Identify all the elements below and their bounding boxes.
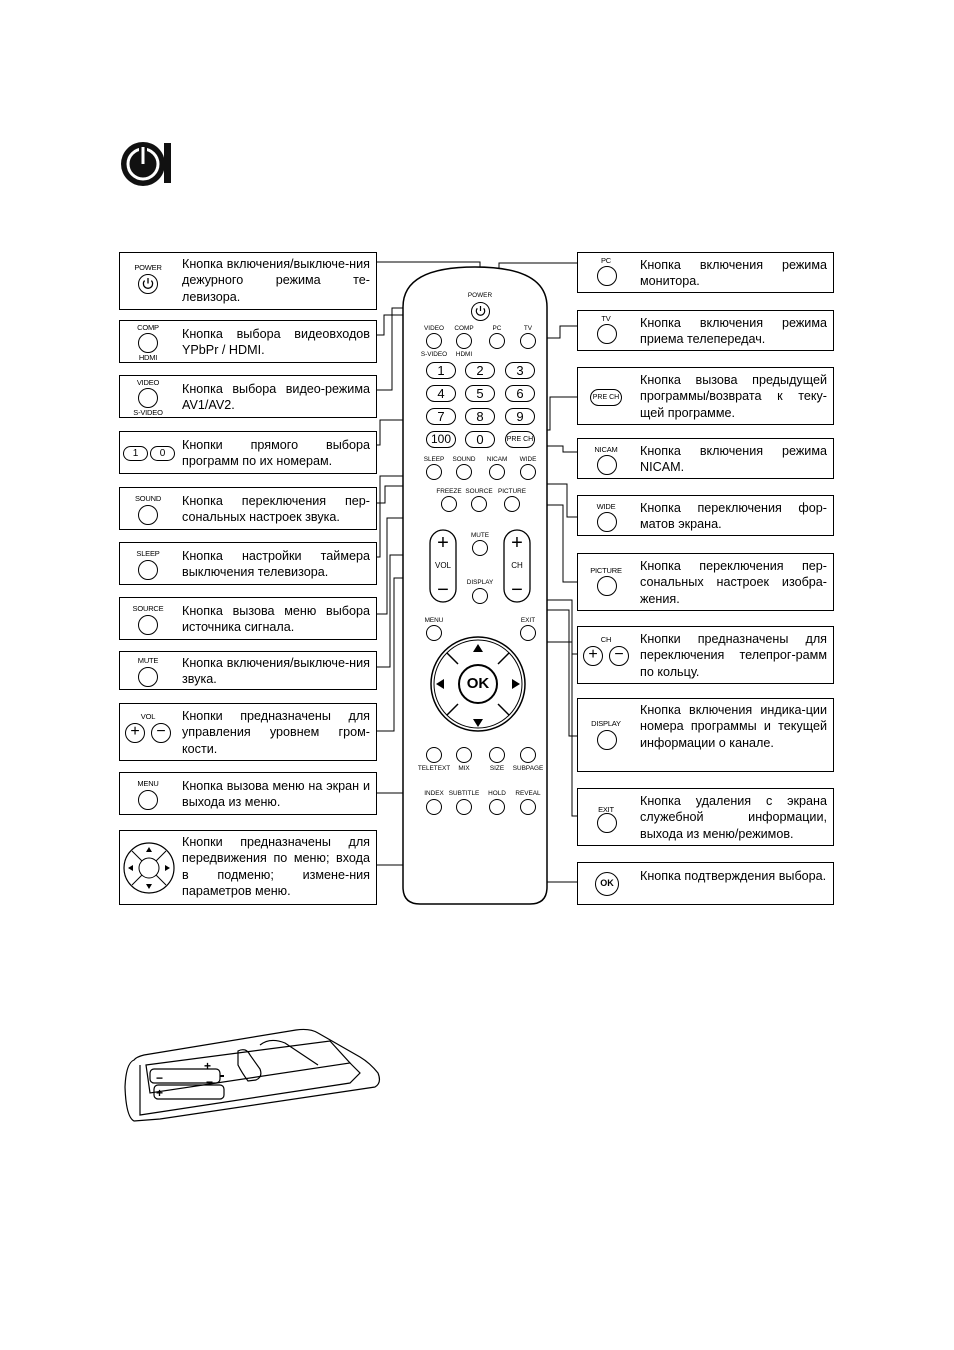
hold-button[interactable] [489, 799, 505, 815]
digit-6-button[interactable]: 6 [505, 385, 535, 402]
label-video: VIDEO S-VIDEO Кнопка выбора видео-режима AV1/AV2. [119, 375, 377, 418]
remote-comp-label: COMP [454, 325, 474, 332]
reveal-label: REVEAL [515, 790, 541, 797]
remote-tv-button[interactable] [520, 333, 536, 349]
remote-sound-button[interactable] [456, 464, 472, 480]
label-source: SOURCE Кнопка вызова меню выбора источника сигнала. [119, 597, 377, 640]
wide-key-icon: WIDE [578, 496, 634, 535]
label-exit: EXIT Кнопка удаления с экрана служебной информации, выхода из меню/режимов. [577, 788, 834, 846]
digit-7-button[interactable]: 7 [426, 408, 456, 425]
power-icon [472, 303, 489, 320]
mix-button[interactable] [456, 747, 472, 763]
menu-key-icon: MENU [120, 773, 176, 814]
remote-wide-button[interactable] [520, 464, 536, 480]
remote-nicam-label: NICAM [486, 456, 508, 463]
label-ch: CH + − Кнопки предназначены для переключения телепрог-рамм по кольцу. [577, 626, 834, 684]
digit-2-button[interactable]: 2 [465, 362, 495, 379]
remote-exit-button[interactable] [520, 625, 536, 641]
remote-display-button[interactable] [472, 588, 488, 604]
power-icon [139, 275, 157, 293]
index-button[interactable] [426, 799, 442, 815]
label-comp: COMP HDMI Кнопка выбора видеовходов YPbPr / HDMI. [119, 320, 377, 363]
vol-plus-button[interactable]: + [437, 532, 449, 554]
remote-svideo-label: S-VIDEO [420, 351, 448, 358]
battery-plus-top: + [204, 1059, 212, 1073]
subtitle-label: SUBTITLE [448, 790, 480, 797]
remote-nicam-button[interactable] [489, 464, 505, 480]
label-prech: PRE CH Кнопка вызова предыдущей программы/возврата к теку-щей программе. [577, 367, 834, 425]
digit-1-button[interactable]: 1 [426, 362, 456, 379]
remote-picture-label: PICTURE [497, 488, 527, 495]
subpage-label: SUBPAGE [512, 765, 544, 772]
remote-menu-label: MENU [424, 617, 444, 624]
battery-minus-top: − [156, 1071, 164, 1085]
vol-minus-button[interactable]: − [437, 579, 449, 601]
size-label: SIZE [489, 765, 505, 772]
subtitle-button[interactable] [456, 799, 472, 815]
pc-key-icon: PC [578, 253, 634, 292]
ok-key-icon: OK [578, 863, 634, 904]
ch-minus-button[interactable]: − [511, 579, 523, 601]
remote-picture-button[interactable] [504, 496, 520, 512]
remote-sound-label: SOUND [452, 456, 476, 463]
remote-freeze-label: FREEZE [436, 488, 462, 495]
remote-source-label: SOURCE [465, 488, 493, 495]
remote-display-label: DISPLAY [466, 579, 494, 586]
prech-button[interactable]: PRE CH [505, 431, 535, 448]
label-arrows: Кнопки предназначены для передвижения по меню; входа в подменю; измене-ния параметров меню. [119, 830, 377, 905]
remote-pc-button[interactable] [489, 333, 505, 349]
label-digits: 1 0 Кнопки прямого выбора программ по их номерам. [119, 431, 377, 474]
display-key-icon: DISPLAY [578, 699, 634, 771]
remote-hdmi-label: HDMI [455, 351, 473, 358]
battery-minus-bottom: − [206, 1075, 214, 1089]
picture-key-icon: PICTURE [578, 554, 634, 610]
battery-compartment-illustration [120, 1025, 382, 1125]
remote-exit-label: EXIT [520, 617, 536, 624]
remote-video-label: VIDEO [424, 325, 444, 332]
digit-0-button[interactable]: 0 [465, 431, 495, 448]
label-sound: SOUND Кнопка переключения пер-сональных настроек звука. [119, 487, 377, 530]
source-key-icon: SOURCE [120, 598, 176, 639]
power-key-icon: POWER [120, 253, 176, 309]
video-key-icon: VIDEO S-VIDEO [133, 378, 163, 417]
exit-key-icon: EXIT [578, 789, 634, 845]
label-picture: PICTURE Кнопка переключения пер-сональных настроек изобра-жения. [577, 553, 834, 611]
remote-ok-button[interactable]: OK [466, 675, 490, 692]
vol-label: VOL [434, 561, 451, 570]
remote-freeze-button[interactable] [441, 496, 457, 512]
teletext-button[interactable] [426, 747, 442, 763]
sound-key-icon: SOUND [120, 488, 176, 529]
digit-100-button[interactable]: 100 [426, 431, 456, 448]
label-ok: OK Кнопка подтверждения выбора. [577, 862, 834, 905]
label-wide: WIDE Кнопка переключения фор-матов экрана. [577, 495, 834, 536]
digit-9-button[interactable]: 9 [505, 408, 535, 425]
remote-wide-label: WIDE [519, 456, 537, 463]
label-vol: VOL + − Кнопки предназначены для управления уровнем гром-кости. [119, 703, 377, 761]
remote-mute-button[interactable] [472, 540, 488, 556]
label-power: POWER Кнопка включения/выключе-ния дежурного режима те-левизора. [119, 252, 377, 310]
subpage-button[interactable] [520, 747, 536, 763]
remote-power-label: POWER [467, 292, 493, 299]
sleep-key-icon: SLEEP [120, 543, 176, 584]
digit-8-button[interactable]: 8 [465, 408, 495, 425]
mix-label: MIX [458, 765, 470, 772]
dpad-icon [120, 831, 176, 904]
digit-4-button[interactable]: 4 [426, 385, 456, 402]
label-display: DISPLAY Кнопка включения индика-ции номера программы и текущей информации о канале. [577, 698, 834, 772]
label-sleep: SLEEP Кнопка настройки таймера выключения телевизора. [119, 542, 377, 585]
vol-keys-icon: VOL + − [120, 704, 176, 760]
remote-tv-label: TV [523, 325, 533, 332]
ch-keys-icon: CH + − [578, 627, 634, 683]
hold-label: HOLD [488, 790, 506, 797]
remote-mute-label: MUTE [470, 532, 490, 539]
remote-source-button[interactable] [471, 496, 487, 512]
remote-menu-button[interactable] [426, 625, 442, 641]
tv-key-icon: TV [578, 311, 634, 350]
label-menu: MENU Кнопка вызова меню на экран и выхода из меню. [119, 772, 377, 815]
ch-label: CH [511, 561, 523, 570]
digit-5-button[interactable]: 5 [465, 385, 495, 402]
digit-3-button[interactable]: 3 [505, 362, 535, 379]
label-mute: MUTE Кнопка включения/выключе-ния звука. [119, 651, 377, 690]
digit-keys-icon: 1 0 [120, 432, 176, 473]
index-label: INDEX [424, 790, 444, 797]
size-button[interactable] [489, 747, 505, 763]
reveal-button[interactable] [520, 799, 536, 815]
remote-comp-button[interactable] [456, 333, 472, 349]
ch-plus-button[interactable]: + [511, 532, 523, 554]
label-pc: PC Кнопка включения режима монитора. [577, 252, 834, 293]
nicam-key-icon: NICAM [578, 439, 634, 478]
prech-key-icon: PRE CH [578, 368, 634, 424]
battery-plus-bottom: + [156, 1086, 164, 1100]
label-tv: TV Кнопка включения режима приема телепередач. [577, 310, 834, 351]
remote-video-button[interactable] [426, 333, 442, 349]
label-nicam: NICAM Кнопка включения режима NICAM. [577, 438, 834, 479]
remote-pc-label: PC [492, 325, 502, 332]
teletext-label: TELETEXT [417, 765, 451, 772]
comp-key-icon: COMP HDMI [137, 323, 159, 362]
remote-sleep-label: SLEEP [423, 456, 445, 463]
remote-power-button[interactable] [471, 302, 490, 321]
remote-sleep-button[interactable] [426, 464, 442, 480]
mute-key-icon: MUTE [120, 652, 176, 689]
